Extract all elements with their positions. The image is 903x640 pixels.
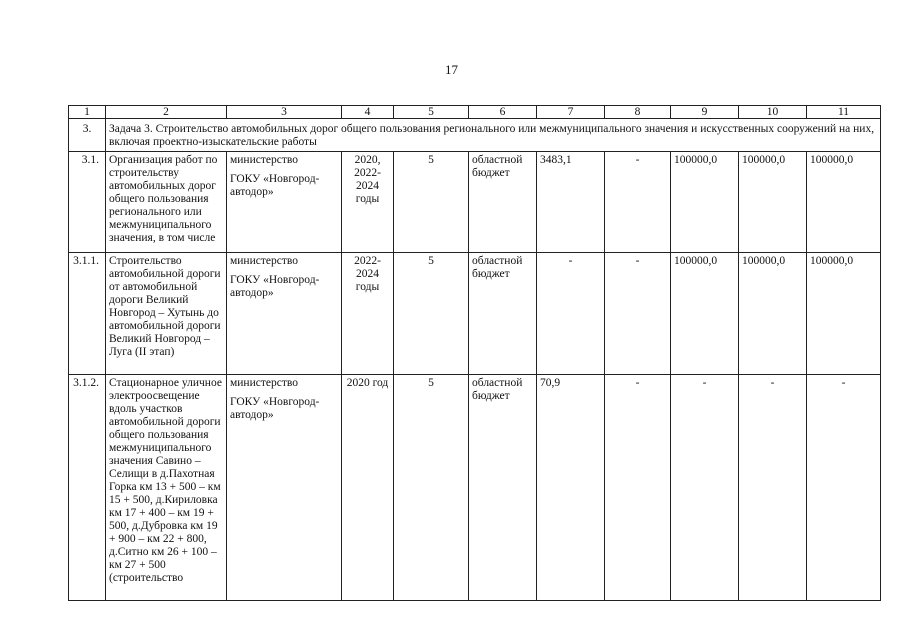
period: 2020, 2022-2024 годы (342, 152, 394, 253)
column-header: 6 (469, 106, 537, 119)
value-col-10: 100000,0 (739, 253, 807, 375)
column-header: 9 (671, 106, 739, 119)
executor-cell (227, 253, 342, 375)
funding-source: областной бюджет (469, 375, 537, 601)
funding-source: областной бюджет (469, 253, 537, 375)
activity-name: Организация работ по строительству автомобильных дорог общего пользования регионального или межмуниципального значения, в том числе (106, 152, 227, 253)
value-col-8: - (605, 152, 671, 253)
activities-table (68, 105, 881, 601)
target-indicator: 5 (394, 253, 469, 375)
executor-ministry: министерство (230, 154, 298, 166)
target-indicator: 5 (394, 152, 469, 253)
value-col-8: - (605, 253, 671, 375)
row-number: 3.1.1. (69, 253, 106, 375)
task-title: Задача 3. Строительство автомобильных дорог общего пользования регионального или межмуниципального значения и искусственных сооружений на них, включая проектно-изыскательские работы (106, 119, 881, 152)
table-row (69, 152, 881, 253)
value-col-8: - (605, 375, 671, 601)
value-col-9: 100000,0 (671, 253, 739, 375)
value-col-10: 100000,0 (739, 152, 807, 253)
column-header: 2 (106, 106, 227, 119)
value-col-9: 100000,0 (671, 152, 739, 253)
executor-ministry: министерство (230, 255, 298, 267)
column-number-row (69, 106, 881, 119)
funding-source: областной бюджет (469, 152, 537, 253)
executor-ministry: министерство (230, 377, 298, 389)
executor-agency: ГОКУ «Новгород-автодор» (230, 274, 320, 299)
value-col-7: - (537, 253, 605, 375)
target-indicator: 5 (394, 375, 469, 601)
task-row (69, 119, 881, 152)
value-col-7: 70,9 (537, 375, 605, 601)
column-header: 10 (739, 106, 807, 119)
value-col-9: - (671, 375, 739, 601)
table-row (69, 253, 881, 375)
value-col-7: 3483,1 (537, 152, 605, 253)
column-header: 3 (227, 106, 342, 119)
period: 2022-2024 годы (342, 253, 394, 375)
column-header: 5 (394, 106, 469, 119)
executor-cell (227, 152, 342, 253)
activity-name: Стационарное уличное электроосвещение вдоль участков автомобильной дороги общего пользования межмуниципального значения Савино – Селищи в д.Пахотная Горка км 13 + 500 – км 15 + 500, д.Кириловка км 17 + 400 – км 19 + 500, д.Дубровка км 19 + 900 – км 22 + 800, д.Ситно км 26 + 100 – км 27 + 500 (строительство (106, 375, 227, 601)
column-header: 11 (807, 106, 881, 119)
executor-agency: ГОКУ «Новгород-автодор» (230, 173, 320, 198)
task-number: 3. (69, 119, 106, 152)
column-header: 1 (69, 106, 106, 119)
value-col-11: 100000,0 (807, 152, 881, 253)
value-col-10: - (739, 375, 807, 601)
page-number: 17 (445, 62, 458, 77)
column-header: 8 (605, 106, 671, 119)
executor-cell (227, 375, 342, 601)
row-number: 3.1. (69, 152, 106, 253)
period: 2020 год (342, 375, 394, 601)
table-row (69, 375, 881, 601)
value-col-11: - (807, 375, 881, 601)
executor-agency: ГОКУ «Новгород-автодор» (230, 396, 320, 421)
activity-name: Строительство автомобильной дороги от автомобильной дороги Великий Новгород – Хутынь до автомобильной дороги Великий Новгород – Луга (II этап) (106, 253, 227, 375)
column-header: 4 (342, 106, 394, 119)
value-col-11: 100000,0 (807, 253, 881, 375)
column-header: 7 (537, 106, 605, 119)
row-number: 3.1.2. (69, 375, 106, 601)
